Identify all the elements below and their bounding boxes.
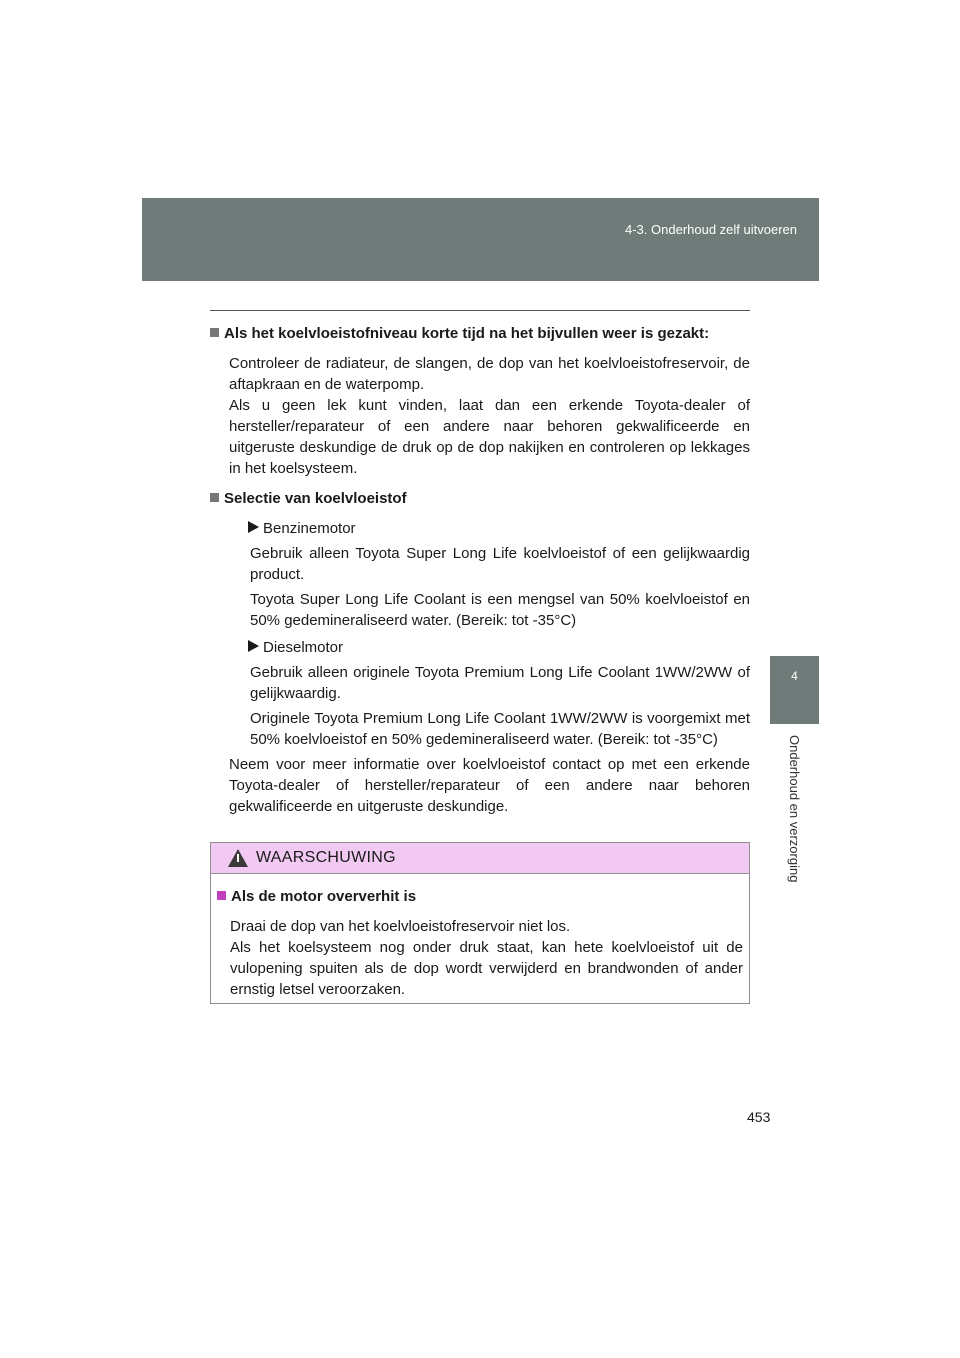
item-title-diesel: Dieselmotor — [248, 637, 750, 658]
paragraph: Toyota Super Long Life Coolant is een mengsel van 50% koelvloeistof en 50% gedemineraliseerd water. (Bereik: tot -35°C) — [250, 591, 750, 629]
section-title: 4-3. Onderhoud zelf uitvoeren — [625, 222, 797, 237]
square-bullet-icon — [217, 891, 226, 900]
paragraph: Controleer de radiateur, de slangen, de dop van het koelvloeistofreservoir, de aftapkraan en de waterpomp. — [229, 355, 750, 393]
paragraph: Gebruik alleen originele Toyota Premium Long Life Coolant 1WW/2WW of gelijkwaardig. — [250, 664, 750, 702]
paragraph: Draai de dop van het koelvloeistofreservoir niet los. — [230, 918, 571, 935]
square-bullet-icon — [210, 493, 219, 502]
header-bar — [142, 198, 819, 281]
item-title-benzine: Benzinemotor — [248, 518, 750, 539]
chapter-label: Onderhoud en verzorging — [787, 735, 802, 883]
warning-box — [210, 842, 750, 1004]
square-bullet-icon — [210, 328, 219, 337]
warning-body — [211, 874, 749, 1000]
warning-triangle-icon — [228, 849, 248, 867]
top-rule — [210, 310, 750, 311]
paragraph: Als het koelsysteem nog onder druk staat, kan hete koelvloeistof uit de vulopening spuiten als de dop wordt verwijderd en brandwonden of ander ernstig letsel veroorzaken. — [230, 939, 743, 998]
warning-heading: Als de motor oververhit is — [217, 886, 743, 907]
paragraph: Als u geen lek kunt vinden, laat dan een erkende Toyota-dealer of hersteller/reparateur of een andere naar behoren gekwalificeerde en uitgeruste deskundige de druk op de dop nakijken en controleren op lekkages in het koelsysteem. — [229, 397, 750, 477]
triangle-bullet-icon — [248, 640, 259, 652]
main-content — [210, 323, 750, 821]
triangle-bullet-icon — [248, 521, 259, 533]
paragraph: Gebruik alleen Toyota Super Long Life koelvloeistof of een gelijkwaardig product. — [250, 545, 750, 583]
page-number: 453 — [747, 1109, 771, 1125]
chapter-tab — [770, 656, 819, 724]
section1-heading: Als het koelvloeistofniveau korte tijd na het bijvullen weer is gezakt: — [210, 323, 750, 344]
chapter-number: 4 — [791, 669, 798, 683]
warning-header — [211, 843, 749, 874]
section2-heading: Selectie van koelvloeistof — [210, 488, 750, 509]
closing-paragraph: Neem voor meer informatie over koelvloeistof contact op met een erkende Toyota-dealer of hersteller/reparateur of een andere naar behoren gekwalificeerde en uitgeruste deskundige. — [229, 756, 750, 815]
warning-title: WAARSCHUWING — [256, 849, 396, 866]
paragraph: Originele Toyota Premium Long Life Coolant 1WW/2WW is voorgemixt met 50% koelvloeistof en 50% gedemineraliseerd water. (Bereik: tot -35°C) — [250, 710, 750, 748]
